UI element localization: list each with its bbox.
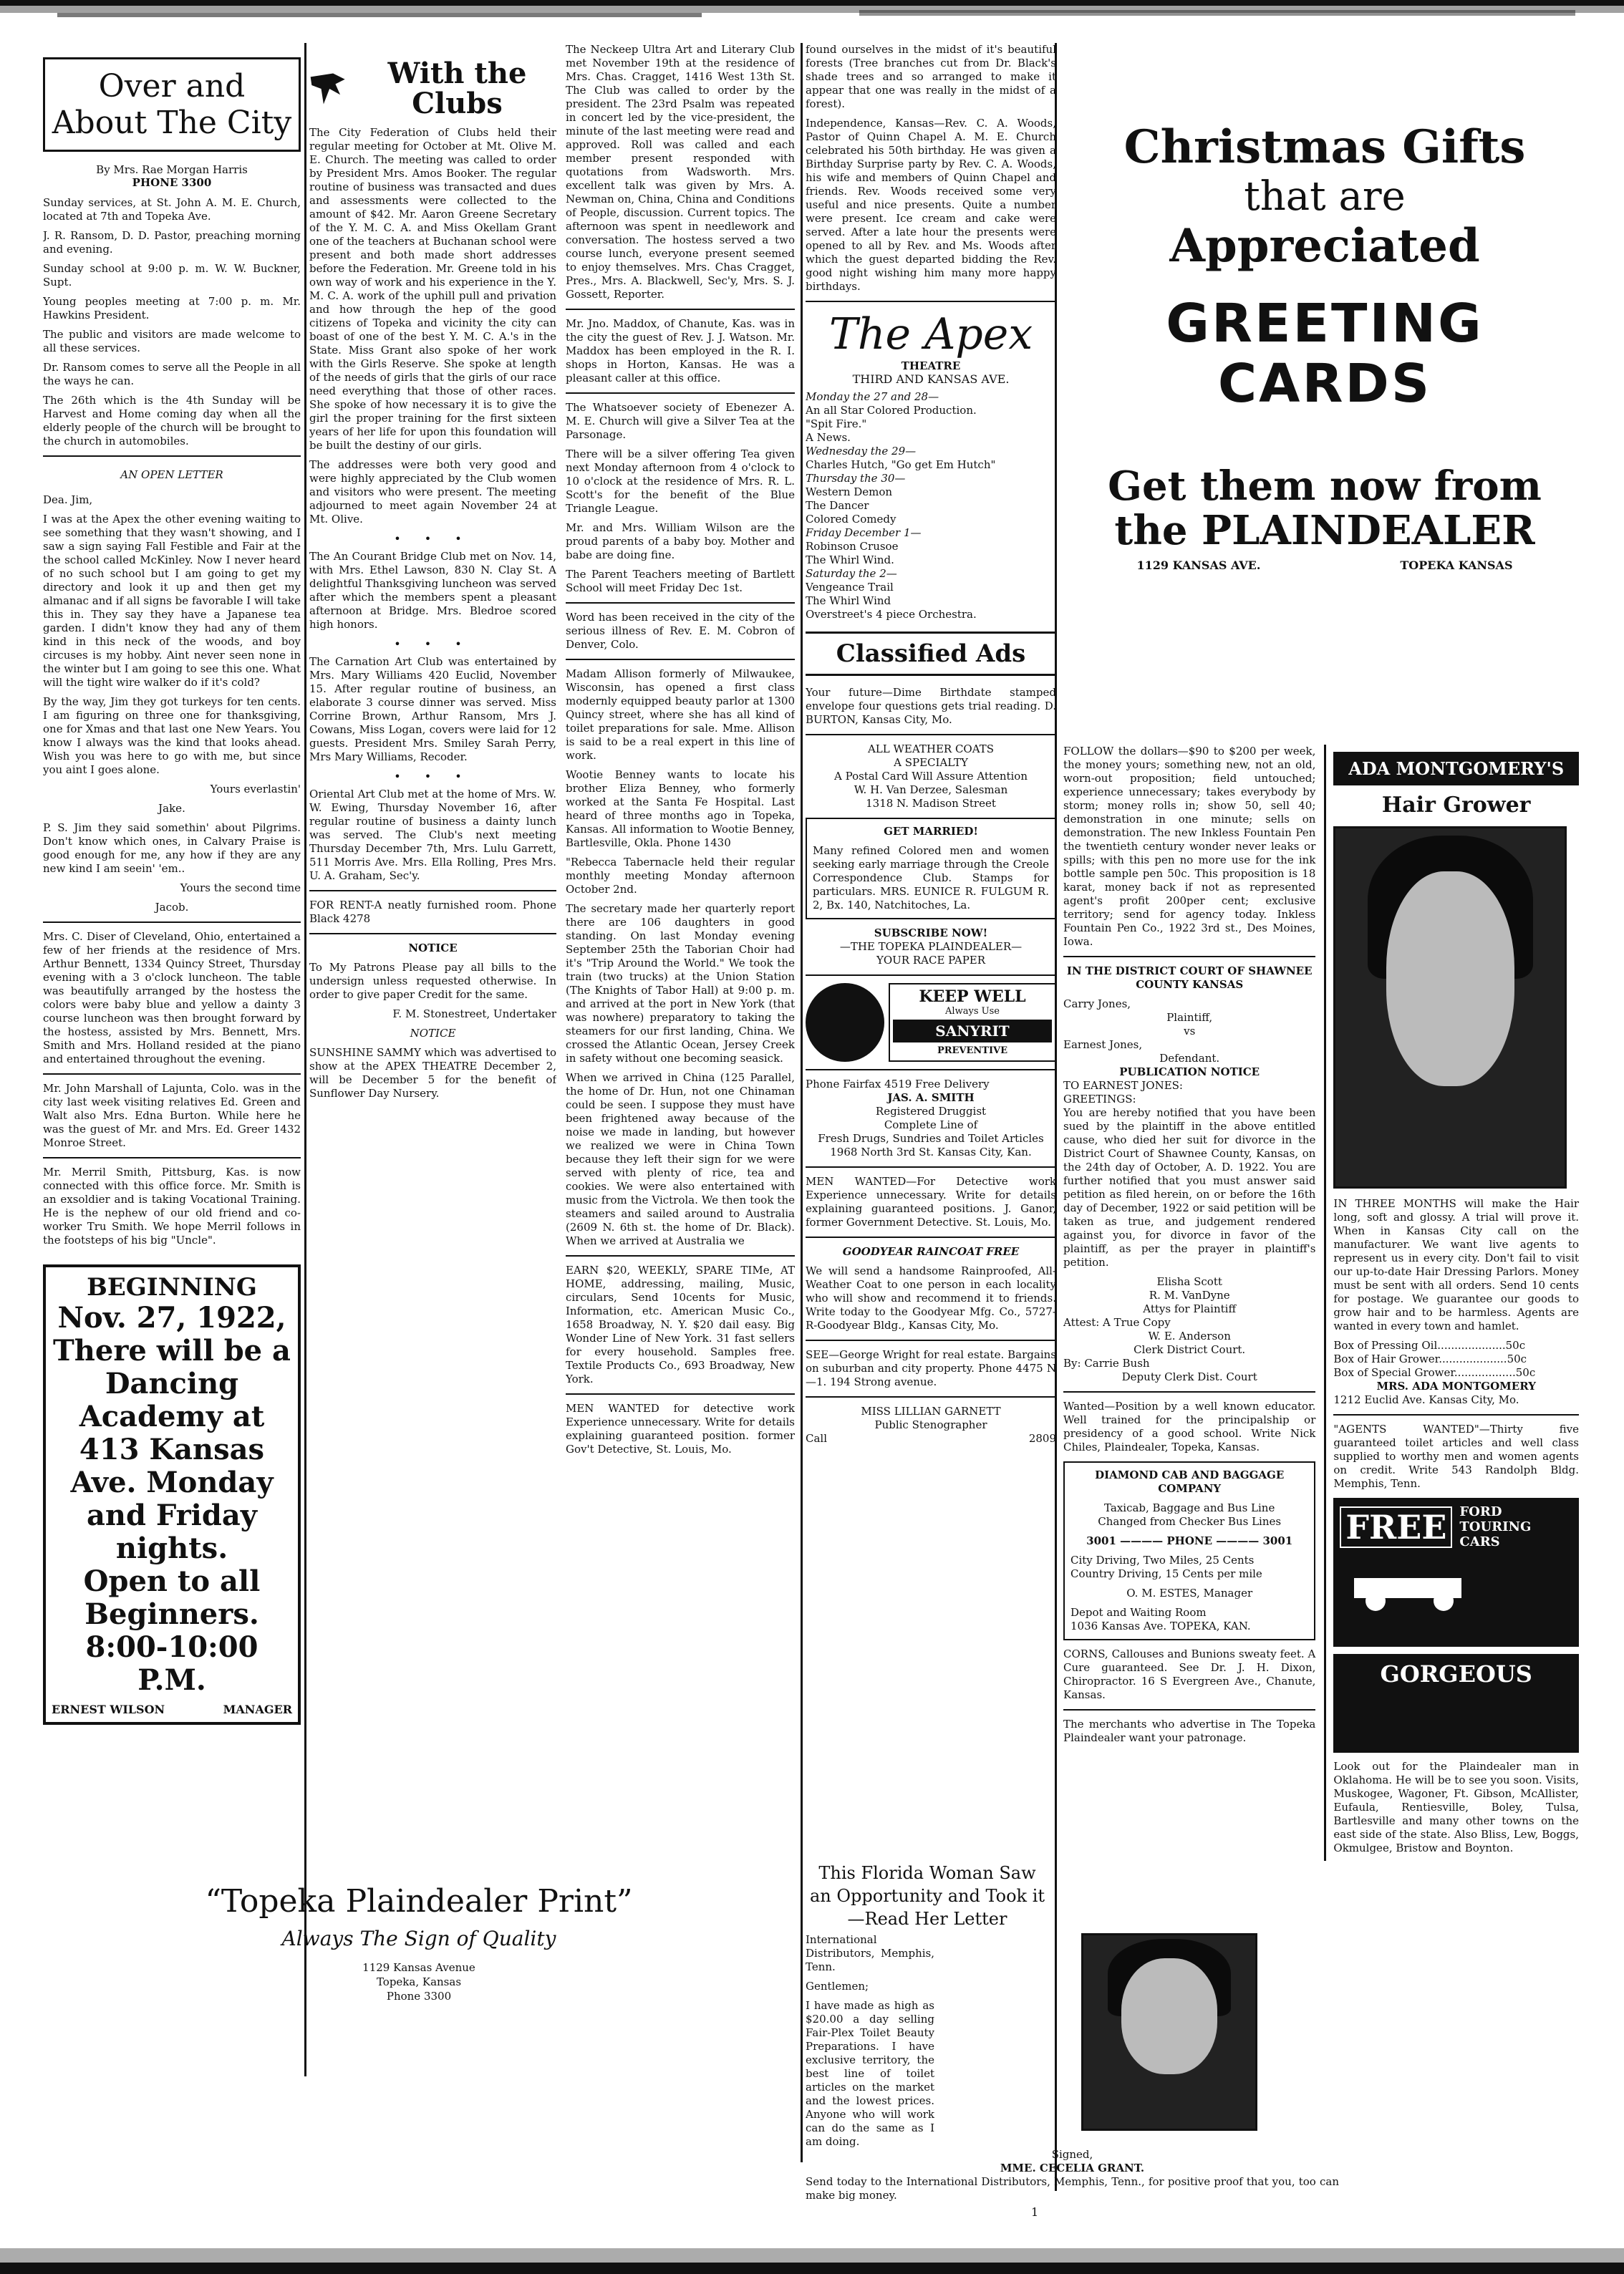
separator-dots: • • • [394,532,472,546]
church-para: Sunday school at 9:00 p. m. W. W. Buckner, Supt. [43,262,301,289]
druggist-ad [806,1078,1056,1159]
cab-heading: DIAMOND CAB AND BAGGAGE COMPANY [1095,1469,1285,1495]
apex-listing: The Whirl Wind. [806,553,894,566]
keep-well-tag: PREVENTIVE [937,1045,1008,1056]
column-4 [806,43,1056,1862]
column-5-left [1056,745,1324,1861]
gorgeous-ad [1333,1654,1579,1753]
letter-signoff: Jacob. [155,901,189,914]
diamond-cab-ad [1063,1461,1315,1640]
subscribe-ad [806,926,1056,967]
cab-line: Taxicab, Baggage and Bus Line [1104,1501,1275,1514]
divider [806,734,1056,735]
apex-listing: The Whirl Wind [806,594,891,607]
news-para: When we arrived in China (125 Parallel, the home of Dr. Hun, not one Chinaman could be seen. I suppose they must have been frightened away because of the noise we made in landing, but however we realized we were in China Town because they left their sign for we were served with plenty of rice, tea and cookies. We were also entertained with music from the Victrola. We then took the steamers and sailed around to Australia (2609 N. 6th st. the home of Dr. Black). When we arrived at Australia we [566,1071,795,1247]
subscribe-line: SUBSCRIBE NOW! [874,926,988,939]
column-rule [304,43,306,2076]
clubs-title: With the Clubs [387,57,527,120]
druggist-line: Fresh Drugs, Sundries and Toilet Articles [818,1132,1044,1145]
divider [806,1237,1056,1238]
apex-listing: Charles Hutch, "Go get Em Hutch" [806,458,996,471]
apex-listing: Vengeance Trail [806,581,894,594]
church-para: J. R. Ransom, D. D. Pastor, preaching morning and evening. [43,229,301,256]
print-ad-title: “Topeka Plaindealer Print” [205,1883,633,1920]
keep-well-ad [806,983,1056,1062]
subscribe-line: YOUR RACE PAPER [876,954,986,967]
agents-ad: "AGENTS WANTED"—Thirty five guaranteed toilet articles and well class supplied to worthy men and women agents on credit. Write 543 Randolph Bldg. Memphis, Tenn. [1333,1423,1579,1490]
notice-title: NOTICE [410,1027,456,1040]
scan-noise-top [0,0,1624,43]
ada-montgomery-title-box [1333,752,1579,785]
druggist-line: Complete Line of [884,1118,978,1131]
florida-signed: Signed, [1051,2148,1093,2161]
separator-dots: • • • [394,637,472,651]
social-para: Mrs. C. Diser of Cleveland, Ohio, entertained a few of her friends at the residence of Mrs. Arthur Bennett, 1334 Quincy Street, Thursday evening with a 3 o'clock luncheon. The table was beautifully arranged by the hostess the colors were baby blue and yellow a dainty 3 course luncheon was then brought forward by the hostess, assisted by Mrs. Bennett, Mrs. Smith and Mrs. Holland resided at the piano and entertained throughout the evening. [43,930,301,1065]
plaindealer-boost: Look out for the Plaindealer man in Oklahoma. He will be to see you soon. Visits, Muskogee, Wagoner, Ft. Gibson, McAllister, Eufaula, Rentiesville, Boley, Tulsa, Bartlesville and many other towns on the east side of the state. Also Bliss, Lew, Boggs, Okmulgee, Bristow and Boynton. [1333,1760,1579,1854]
ada-portrait [1333,826,1567,1189]
men-wanted-ad: MEN WANTED—For Detective work Experience unnecessary. Write for details explaining guaranteed positions. J. Ganor, former Government Detective. St. Louis, Mo. [806,1175,1056,1229]
ada-price: Box of Special Grower..................50c [1333,1366,1536,1379]
social-para: Mr. Merril Smith, Pittsburg, Kas. is now connected with this office force. Mr. Smith is an exsoldier and is taking Vocational Training. He is the nephew of our old friend and co-worker Tru Smith. We hope Merril follows in the footsteps of his big "Uncle". [43,1166,301,1247]
keep-well-sub: Always Use [945,1006,1000,1017]
notice-signature: F. M. Stonestreet, Undertaker [392,1007,556,1020]
apex-listing: Monday the 27 and 28— [806,390,939,403]
divider [566,392,795,394]
print-ad-phone: Phone 3300 [386,1990,452,2003]
classified-ads-heading: Classified Ads [806,632,1056,676]
notice-title: NOTICE [408,942,458,954]
news-para: Madam Allison formerly of Milwaukee, Wisconsin, has opened a first class modernly equipped beauty parlor at 1300 Quincy street, where she has all kind of toilet preparations for sale. Mme. Allison is said to be a real expert in this line of work. [566,667,795,762]
cab-line: 1036 Kansas Ave. TOPEKA, KAN. [1070,1620,1251,1632]
dance-ad-name: ERNEST WILSON [52,1703,165,1716]
social-para: Mr. John Marshall of Lajunta, Colo. was in the city last week visiting relatives Ed. Green and Walt also Mrs. Edna Burton. While here he was the guest of Mr. and Mrs. Ed. Greer 1432 Monroe Street. [43,1082,301,1149]
church-para: Young peoples meeting at 7:00 p. m. Mr. Hawkins President. [43,295,301,321]
club-para: The An Courant Bridge Club met on Nov. 14, with Mrs. Ethel Lawson, 830 N. Clay St. A delightful Thanksgiving luncheon was served after which the members spent a pleasant afternoon at Bridge. Mrs. Bledroe scored high honors. [309,550,556,631]
court-sign: Clerk District Court. [1134,1343,1246,1356]
goodyear-title: GOODYEAR RAINCOAT FREE [842,1245,1020,1258]
letter-body: I was at the Apex the other evening waiting to see something that they wasn't showing, and I saw a sign saying Fall Festible and Fair at the the school called McKinley. Now I never heard of no such school but I am going to get my directory and look it up and then get my almanac and if all signs be favorable I will take this in. They say they have a Japanese tea garden. I didn't know they had any of them kind in this neck of the woods, and boy circuses is my hobby. Aint never seen none in the winter but I am going to see this one. What will the tight wire walker do if it's cold? [43,513,301,689]
florida-greeting: Gentlemen; [806,1980,869,1993]
divider [566,309,795,310]
news-para: Mr. Jno. Maddox, of Chanute, Kas. was in the city the guest of Rev. J. J. Watson. Mr. Maddox has been employed in the R. I. shops in Horton, Kansas. He was a pleasant caller at this office. [566,317,795,384]
court-party: vs [1184,1025,1196,1037]
florida-footer: Send today to the International Distributors, Memphis, Tenn., for positive proof that you, too can make big money. [806,2175,1339,2202]
apex-logo: The Apex [828,309,1033,359]
divider [43,455,301,457]
get-married-body: Many refined Colored men and women seeking early marriage through the Creole Correspondence Club. Stamps for particulars. MRS. EUNICE R. FULGUM R. 2, Bx. 140, Natchitoches, La. [813,844,1049,911]
product-seal-icon [806,983,884,1062]
cab-line: Country Driving, 15 Cents per mile [1070,1567,1262,1580]
ada-price: Box of Hair Grower....................50c [1333,1353,1527,1365]
apex-listing: "Spit Fire." [806,417,867,430]
cab-manager: O. M. ESTES, Manager [1126,1587,1253,1600]
cab-phone: 3001 ———— PHONE ———— 3001 [1086,1534,1293,1547]
ada-address: 1212 Euclid Ave. Kansas City, Mo. [1333,1393,1519,1406]
divider [806,1069,1056,1070]
church-para: Dr. Ransom comes to serve all the People in all the ways he can. [43,361,301,387]
court-sign: Deputy Clerk Dist. Court [1121,1370,1257,1383]
print-shop-ad [43,1883,795,2003]
apex-theatre-ad [806,309,1056,621]
apex-listing: Overstreet's 4 piece Orchestra. [806,608,977,621]
coats-line: A Postal Card Will Assure Attention [833,770,1028,783]
news-para: found ourselves in the midst of it's beautiful forests (Tree branches cut from Dr. Black's shade trees and so arranged to make it appear that one was really in the midst of a forest). [806,43,1056,110]
page-number: 1 [1031,2205,1039,2219]
news-para: The Parent Teachers meeting of Bartlett School will meet Friday Dec 1st. [566,568,795,594]
coats-line: A SPECIALTY [894,756,968,769]
letter-salutation: Dea. Jim, [43,493,93,506]
divider [309,890,556,891]
court-pub: PUBLICATION NOTICE [1119,1065,1260,1078]
church-para: The public and visitors are made welcome to all these services. [43,328,301,354]
ada-body: IN THREE MONTHS will make the Hair long, soft and glossy. A trial will prove it. When in Kansas City call on the manufacturer. We want live agents to represent us in every city. Don't fail to visit our up-to-date Hair Dressing Parlors. Money must be sent with all orders. Send 10 cents for postage. We guarantee our goods to grow hair and to be harmless. Agents are wanted in every town and hamlet. [1333,1197,1579,1332]
dance-ad-heading: BEGINNING [87,1273,257,1302]
column-5-lower [1056,745,1579,1861]
news-para: Word has been received in the city of the serious illness of Rev. E. M. Cobron of Denver, Colo. [566,611,795,651]
news-para: "Rebecca Tabernacle held their regular monthly meeting Monday afternoon October 2nd. [566,856,795,896]
section-header [43,57,301,152]
keep-well-title: KEEP WELL [919,987,1026,1006]
court-party: Carry Jones, [1063,997,1131,1010]
druggist-line: 1968 North 3rd St. Kansas City, Kan. [830,1146,1032,1158]
florida-name: MME. CECELIA GRANT. [1000,2162,1145,2174]
scan-noise-bottom [0,2220,1624,2274]
ada-title: ADA MONTGOMERY'S [1348,758,1565,779]
news-para: There will be a silver offering Tea given next Monday afternoon from 4 o'clock to 10 o'clock at the residence of Mrs. R. L. Scott's for the benefit of the Blue Triangle League. [566,447,795,515]
divider [566,1393,795,1395]
xmas-cards: CARDS [1217,353,1432,415]
coats-line: ALL WEATHER COATS [867,742,995,755]
divider [806,301,1056,302]
court-sign: Elisha Scott [1156,1275,1222,1288]
for-rent-ad: FOR RENT-A neatly furnished room. Phone Black 4278 [309,899,556,925]
apex-listing: Friday December 1— [806,526,922,539]
apex-theatre-label: THEATRE [901,359,961,372]
divider [806,1166,1056,1168]
byline: By Mrs. Rae Morgan Harris [96,163,248,176]
news-para: The secretary made her quarterly report there are 106 daughters in good standing. On last Monday evening September 25th the Taborian Choir had it's "Trip Around the World." We took the train (two trucks) at the Union Station (The Knights of Tabor Hall) at 9:00 p. m. and arrived at the port in New York (that was nowhere) preparatory to taking the steamers for our first landing, China. We crossed the Atlantic Ocean, Jersey Creek in safety without one becoming seasick. [566,902,795,1065]
apex-listing: Saturday the 2— [806,567,897,580]
court-body: You are hereby notified that you have been sued by the plaintiff in the above entitled cause, who died her suit for divorce in the District Court of Shawnee County, Kansas, on the 24th day of October, A. D. 1922. You are further notified that you must answer said petition as filed herein, on or before the 16th day of December, 1922 or said petition will be taken as true, and judgement rendered against you, for divorce in favor of the plaintiff, as per the prayer in plaintiff's petition. [1063,1106,1316,1269]
corns-ad: CORNS, Callouses and Bunions sweaty feet. A Cure guaranteed. See Dr. J. H. Dixon, Chiropractor. 16 S Evergreen Ave., Chanute, Kansas. [1063,1648,1316,1701]
xmas-city: TOPEKA KANSAS [1400,558,1513,572]
free-sub: FORD TOURING CARS [1459,1504,1532,1549]
ada-subtitle: Hair Grower [1381,793,1531,818]
court-sign: R. M. VanDyne [1149,1289,1230,1302]
divider [1063,1391,1315,1393]
classified-future: Your future—Dime Birthdate stamped envelope four questions gets trial reading. D. BURTON, Kansas City, Mo. [806,686,1056,726]
cab-line: City Driving, Two Miles, 25 Cents [1070,1554,1255,1567]
letter-signoff: Jake. [158,802,185,815]
divider [43,921,301,923]
xmas-line: that are [1244,173,1406,220]
divider [806,1396,1056,1398]
fountain-pen-ad: FOLLOW the dollars—$90 to $200 per week, the money yours; something new, not an old, worn-out proposition; field untouched; experience unnecessary; takes everybody by storm; money rolls in; show 50, sell 40; demonstration in one minute; sells on demonstration. The new Inkless Fountain Pen the twentieth century wonder never leaks or spills; with this pen no more use for the ink bottle sample pen 50c. This proposition is 18 karat, money back if not as represented agent's profit 200per cent; exclusive territory; send for agency today. Inkless Fountain Pen Co., 1922 3rd st., Des Moines, Iowa. [1063,745,1316,948]
notice-body: SUNSHINE SAMMY which was advertised to show at the APEX THEATRE December 2, will be December 5 for the benefit of Sunflower Day Nursery. [309,1046,556,1100]
druggist-line: JAS. A. SMITH [887,1091,975,1104]
free-label: FREE [1340,1506,1452,1548]
stenographer-name: MISS LILLIAN GARNETT [861,1405,1001,1418]
letter-body: By the way, Jim they got turkeys for ten cents. I am figuring on three one for thanksgiving, one for Xmas and that last one New Years. You know I always was the kind that looks ahead. Wish you was here to go with me, but since you aint I goes alone. [43,695,301,776]
xmas-greeting: GREETING [1166,293,1484,354]
free-ford-ad [1333,1498,1579,1647]
clubs-header [309,59,556,119]
divider [806,974,1056,976]
apex-listing: Robinson Crusoe [806,540,899,553]
real-estate-ad: SEE—George Wright for real estate. Bargains on suburban and city property. Phone 4475 N—1. 194 Strong avenue. [806,1348,1056,1388]
news-para: Wootie Benney wants to locate his brother Eliza Benney, who formerly worked at the Santa Fe Hospital. Last heard of three months ago in Topeka, Kansas. All information to Wootie Benney, Bartlesville, Okla. Phone 1430 [566,768,795,849]
gorgeous-label: GORGEOUS [1380,1660,1532,1688]
club-para: The addresses were both very good and were highly appreciated by the Club women and visitors who were present. The meeting adjourned to meet again November 24 at Mt. Olive. [309,458,556,526]
divider [566,1255,795,1257]
divider [566,602,795,604]
ada-price: Box of Pressing Oil....................50c [1333,1339,1526,1352]
divider [309,933,556,934]
club-para: The City Federation of Clubs held their regular meeting for October at Mt. Olive M. E. Church. The meeting was called to order by President Mrs. Amos Booker. The regular routine of business was transacted and dues and assessments were collected to the amount of $42. Mr. Aaron Greene Secretary of the Y. M. C. A. and Miss Okellam Grant one of the teachers at Buchanan school were present and both made short addresses before the Federation. Mr. Greene told in his own way of work and his experience in the Y. M. C. A. work of the uphill pull and privation and how through the hep of the good citizens of Topeka and vicinity the city can boast of one of the best Y. M. C. A.'s in the State. Miss Grant also spoke of her work with the Girls Reserve. She spoke at length of the needs of girls that the girls of our race need everything that those of other races. She spoke of how necessary it is to give the girl the proper training for the first sixteen years of her life for upon this foundation will be built the destiny of our girls. [309,126,556,452]
dance-academy-ad [43,1264,301,1725]
divider [1333,1414,1579,1416]
apex-listing: Thursday the 30— [806,472,906,485]
church-para: Sunday services, at St. John A. M. E. Church, located at 7th and Topeka Ave. [43,196,301,223]
coats-ad [806,742,1056,811]
dance-ad-body: Nov. 27, 1922, There will be a Dancing Academy at 413 Kansas Ave. Monday and Friday nights. [53,1301,291,1565]
druggist-line: Registered Druggist [875,1105,987,1118]
court-party: Defendant. [1159,1052,1220,1065]
print-ad-address: Topeka, Kansas [376,1975,462,1988]
apex-listing: An all Star Colored Production. [806,404,977,417]
dance-ad-hours: 8:00-10:00 P.M. [85,1630,258,1697]
men-wanted-ad: MEN WANTED for detective work Experience unnecessary. Write for details explaining guaranteed position. former Gov't Detective, St. Louis, Mo. [566,1402,795,1456]
separator-dots: • • • [394,770,472,783]
divider [1063,1709,1315,1711]
news-para: Independence, Kansas—Rev. C. A. Woods, Pastor of Quinn Chapel A. M. E. Church celebrated his 50th birthday. He was given a Birthday Surprise party by Rev. C. A. Woods, his wife and members of Quinn Chapel and friends. Rev. Woods received some very useful and nice presents. Quite a number were present. Ice cream and cake were served. After a late hour the presents were opened to all by Rev. and Ms. Woods after which the guest departed bidding the Rev. good night wishing him many more happy birthdays. [806,117,1056,293]
court-party: Plaintiff, [1166,1011,1213,1024]
car-icon [1340,1564,1483,1614]
get-married-title: GET MARRIED! [884,825,978,838]
dance-ad-body: Open to all Beginners. [83,1564,261,1631]
keep-well-brand: SANYRIT [893,1020,1052,1042]
xmas-line: Appreciated [1169,219,1480,273]
xmas-line: Get them now from [1108,463,1542,510]
divider [566,659,795,660]
florida-ad [806,1862,1049,1937]
court-greetings: GREETINGS: [1063,1093,1136,1105]
news-para: Mr. and Mrs. William Wilson are the proud parents of a baby boy. Mother and babe are doing fine. [566,521,795,561]
cab-line: Changed from Checker Bus Lines [1098,1515,1282,1528]
column-3 [566,43,795,1876]
portrait-face [1386,871,1514,1086]
header-title: Over and About The City [52,68,292,141]
letter-signoff: Yours everlastin' [210,783,301,795]
dance-ad-role: MANAGER [223,1703,292,1716]
court-sign: W. E. Anderson [1148,1330,1231,1342]
divider [43,1073,301,1075]
xmas-address: 1129 KANSAS AVE. [1136,558,1261,572]
keep-well-panel [889,983,1056,1062]
eagle-icon [309,67,351,110]
column-5-right [1324,745,1579,1861]
xmas-line: Christmas Gifts [1123,120,1526,174]
court-to: TO EARNEST JONES: [1063,1079,1183,1092]
apex-listing: A News. [806,431,851,444]
print-ad-address: 1129 Kansas Avenue [362,1961,475,1974]
byline-phone: PHONE 3300 [132,176,212,189]
divider [1063,956,1315,957]
xmas-line: the PLAINDEALER [1114,507,1535,554]
club-para: The Carnation Art Club was entertained by Mrs. Mary Williams 420 Euclid, November 15. After regular routine of business, an elaborate 3 course dinner was served. Miss Corrine Brown, Arthur Ransom, Mrs J. Cowans, Miss Logan, covers were laid for 12 guests. President Mrs. Smiley Sarah Perry, Mrs Mary Williams, Recoder. [309,655,556,763]
wanted-ad: Wanted—Position by a well known educator. Well trained for the principalship or presidency of a good school. Write Nick Chiles, Plaindealer, Topeka, Kansas. [1063,1400,1316,1453]
apex-address: THIRD AND KANSAS AVE. [852,372,1010,386]
letter-title: AN OPEN LETTER [120,468,223,481]
apex-listing: The Dancer [806,499,869,512]
subscribe-line: —THE TOPEKA PLAINDEALER— [839,940,1023,953]
court-heading: IN THE DISTRICT COURT OF SHAWNEE COUNTY KANSAS [1066,964,1313,991]
florida-headline: This Florida Woman Saw an Opportunity and Took it—Read Her Letter [809,1863,1045,1929]
column-1 [43,43,301,2076]
florida-letter: I have made as high as $20.00 a day selling Fair-Plex Toilet Beauty Preparations. I have exclusive territory, the best line of toilet articles on the market and the lowest prices. Anyone who will work can do the same as I am doing. [806,1999,934,2148]
cab-line: Depot and Waiting Room [1070,1606,1207,1619]
apex-listing: Wednesday the 29— [806,445,917,458]
coats-line: W. H. Van Derzee, Salesman [854,783,1008,796]
court-by: By: Carrie Bush [1063,1357,1150,1370]
stenographer-call: Call [806,1432,828,1445]
news-para: The Whatsoever society of Ebenezer A. M. E. Church will give a Silver Tea at the Parsonage. [566,401,795,441]
court-party: Earnest Jones, [1063,1038,1143,1051]
print-ad-slogan: Always The Sign of Quality [281,1927,556,1950]
get-married-ad [806,818,1056,919]
court-sign: Attys for Plaintiff [1143,1302,1237,1315]
ada-name: MRS. ADA MONTGOMERY [1376,1380,1536,1393]
stenographer-title: Public Stenographer [874,1418,987,1431]
merchants-note: The merchants who advertise in The Topeka Plaindealer want your patronage. [1063,1718,1316,1744]
earn-ad: EARN $20, WEEKLY, SPARE TIMe, AT HOME, addressing, mailing, Music, circulars, Send 10cents for Music, Information, etc. American Music Co., 1658 Broadway, N. Y. $20 dail easy. Big Wonder Line of New York. 31 fast sellers for every household. Samples free. Textile Products Co., 693 Broadway, New York. [566,1264,795,1385]
column-2 [309,43,556,1876]
goodyear-body: We will send a handsome Rainproofed, All-Weather Coat to one person in each locality who will show and recommend it to friends. Write today to the Goodyear Mfg. Co., 5727-R-Goodyear Bldg., Kansas City, Mo. [806,1264,1056,1332]
florida-ad-body [806,1933,1063,2154]
letter-signoff: Yours the second time [180,881,301,894]
news-para: The Neckeep Ultra Art and Literary Club met November 19th at the residence of Mrs. Chas. Cragget, 1416 West 13th St. The Club was called to order by the president. The 23rd Psalm was repeated in concert led by the vice-president, the minute of the last meeting were read and approved. Roll was called and each member present responded with quotations from Wadsworth. Mrs. excellent talk was given by Mrs. A. Newman on, China, China and Conditions of People, discussion. Current topics. The afternoon was spent in needlework and conversation. The hostess served a two course lunch, everyone present seemed to enjoy themselves. Mrs. Chas Cragget, Pres., Mrs. A. Blackwell, Sec'y, Mrs. S. J. Gossett, Reporter. [566,43,795,301]
church-para: The 26th which is the 4th Sunday will be Harvest and Home coming day when all the elderly people of the church will be brought to the church in automobiles. [43,394,301,447]
letter-ps: P. S. Jim they said somethin' about Pilgrims. Don't know which ones, in Calvary Praise is good enough for me, any how if they are any new kind I am seein' 'em.. [43,821,301,875]
club-para: Oriental Art Club met at the home of Mrs. W. W. Ewing, Thursday November 16, after regular routine of business a dainty lunch was served. The Club's next meeting Thursday December 7th, Mrs. Lulu Garrett, 511 Morris Ave. Mrs. Ella Rolling, Pres Mrs. U. A. Graham, Sec'y. [309,788,556,882]
notice-body: To My Patrons Please pay all bills to the undersign unless requested otherwise. In order to give paper Credit for the same. [309,961,556,1001]
divider [43,1157,301,1158]
divider [806,1340,1056,1341]
court-attest: Attest: A True Copy [1063,1316,1171,1329]
stenographer-phone: 2809 [1028,1432,1056,1445]
coats-line: 1318 N. Madison Street [866,797,996,810]
apex-listing: Western Demon [806,485,893,498]
christmas-cards-ad [1067,43,1582,572]
florida-address: International Distributors, Memphis, Tenn. [806,1933,934,1973]
druggist-line: Phone Fairfax 4519 Free Delivery [806,1078,990,1090]
column-rule [801,43,803,2162]
apex-listing: Colored Comedy [806,513,896,526]
